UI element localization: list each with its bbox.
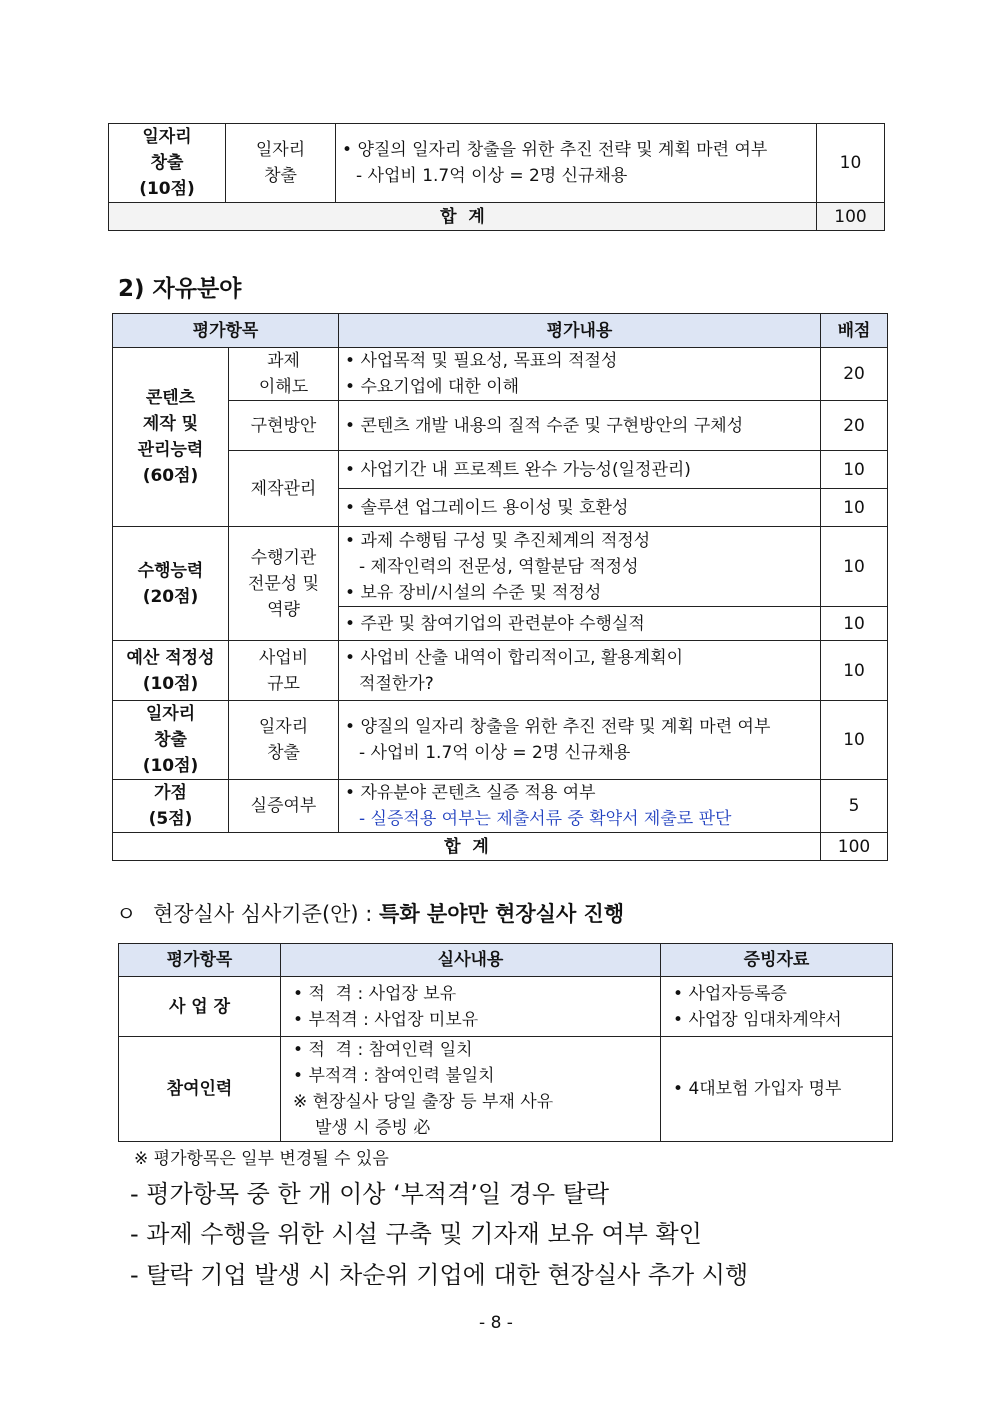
- table-row: [113, 527, 888, 607]
- score-cell: 20: [821, 348, 888, 401]
- table-row: [119, 1037, 893, 1142]
- table-row: [113, 451, 888, 489]
- item-cell: 일자리 창출: [226, 124, 336, 203]
- total-row: [113, 833, 888, 861]
- content-cell: • 적 격 : 사업장 보유 • 부적격 : 사업장 미보유: [281, 977, 661, 1037]
- total-score: 100: [817, 203, 885, 231]
- item-cell: 구현방안: [229, 401, 339, 451]
- evaluation-table: [112, 313, 888, 861]
- content-cell: • 콘텐츠 개발 내용의 질적 수준 및 구현방안의 구체성: [339, 401, 821, 451]
- table-row: [113, 641, 888, 701]
- score-cell: 10: [821, 641, 888, 701]
- total-row: [109, 203, 885, 231]
- table-header-row: [119, 944, 893, 977]
- score-cell: 10: [821, 607, 888, 641]
- category-cell: 예산 적정성 (10점): [113, 641, 229, 701]
- content-cell: • 양질의 일자리 창출을 위한 추진 전략 및 계획 마련 여부 - 사업비 1.7억 이상 = 2명 신규채용: [339, 701, 821, 780]
- category-cell: 일자리 창출 (10점): [109, 124, 226, 203]
- list-item: - 평가항목 중 한 개 이상 ‘부적격’일 경우 탈락: [130, 1180, 610, 1208]
- content-cell: • 사업기간 내 프로젝트 완수 가능성(일정관리): [339, 451, 821, 489]
- header-item: 평가항목: [113, 314, 339, 348]
- table-row: [109, 124, 885, 203]
- list-item: - 과제 수행을 위한 시설 구축 및 기자재 보유 여부 확인: [130, 1220, 702, 1248]
- score-cell: 10: [817, 124, 885, 203]
- list-item: - 탈락 기업 발생 시 차순위 기업에 대한 현장실사 추가 시행: [130, 1261, 749, 1289]
- total-label: 합 계: [113, 833, 821, 861]
- table-row: [113, 401, 888, 451]
- score-cell: 10: [821, 527, 888, 607]
- header-score: 배점: [821, 314, 888, 348]
- content-cell: • 자유분야 콘텐츠 실증 적용 여부 - 실증적용 여부는 제출서류 중 확약서 제출로 판단: [339, 780, 821, 833]
- score-cell: 10: [821, 489, 888, 527]
- section-title: 2) 자유분야: [118, 276, 242, 302]
- content-cell: • 솔루션 업그레이드 용이성 및 호환성: [339, 489, 821, 527]
- section-heading: ㅇ 현장실사 심사기준(안) : 특화 분야만 현장실사 진행: [116, 902, 625, 926]
- header-evidence: 증빙자료: [661, 944, 893, 977]
- content-cell: • 주관 및 참여기업의 관련분야 수행실적: [339, 607, 821, 641]
- content-cell: • 사업목적 및 필요성, 목표의 적절성 • 수요기업에 대한 이해: [339, 348, 821, 401]
- item-cell: 제작관리: [229, 451, 339, 527]
- header-item: 평가항목: [119, 944, 281, 977]
- item-cell: 수행기관 전문성 및 역량: [229, 527, 339, 641]
- table-row: [113, 348, 888, 401]
- item-cell: 과제 이해도: [229, 348, 339, 401]
- item-cell: 참여인력: [119, 1037, 281, 1142]
- content-cell: • 양질의 일자리 창출을 위한 추진 전략 및 계획 마련 여부 - 사업비 1.7억 이상 = 2명 신규채용: [336, 124, 817, 203]
- score-cell: 10: [821, 451, 888, 489]
- category-cell: 일자리 창출 (10점): [113, 701, 229, 780]
- inspection-table: [118, 943, 893, 1142]
- score-cell: 10: [821, 701, 888, 780]
- page-number: - 8 -: [479, 1313, 513, 1333]
- table-row: [119, 977, 893, 1037]
- item-cell: 사업비 규모: [229, 641, 339, 701]
- total-score: 100: [821, 833, 888, 861]
- content-cell: • 과제 수행팀 구성 및 추진체계의 적정성 - 제작인력의 전문성, 역할분담 적정성 • 보유 장비/시설의 수준 및 적정성: [339, 527, 821, 607]
- table-header-row: [113, 314, 888, 348]
- content-cell: • 적 격 : 참여인력 일치 • 부적격 : 참여인력 불일치 ※ 현장실사 당일 출장 등 부재 사유 발생 시 증빙 必: [281, 1037, 661, 1142]
- evidence-cell: • 사업자등록증 • 사업장 임대차계약서: [661, 977, 893, 1037]
- total-label: 합 계: [109, 203, 817, 231]
- item-cell: 실증여부: [229, 780, 339, 833]
- header-content: 평가내용: [339, 314, 821, 348]
- item-cell: 일자리 창출: [229, 701, 339, 780]
- circle-bullet-icon: ㅇ: [116, 902, 137, 926]
- table-row: [113, 701, 888, 780]
- score-cell: 5: [821, 780, 888, 833]
- score-cell: 20: [821, 401, 888, 451]
- table-row: [113, 780, 888, 833]
- evidence-cell: • 4대보험 가입자 명부: [661, 1037, 893, 1142]
- note: ※ 평가항목은 일부 변경될 수 있음: [134, 1149, 389, 1169]
- highlight-note: - 실증적용 여부는 제출서류 중 확약서 제출로 판단: [359, 809, 732, 829]
- item-cell: 사 업 장: [119, 977, 281, 1037]
- header-content: 실사내용: [281, 944, 661, 977]
- category-cell: 수행능력 (20점): [113, 527, 229, 641]
- category-cell: 가점 (5점): [113, 780, 229, 833]
- table-continued: [108, 123, 885, 231]
- category-cell: 콘텐츠 제작 및 관리능력 (60점): [113, 348, 229, 527]
- content-cell: • 사업비 산출 내역이 합리적이고, 활용계획이 적절한가?: [339, 641, 821, 701]
